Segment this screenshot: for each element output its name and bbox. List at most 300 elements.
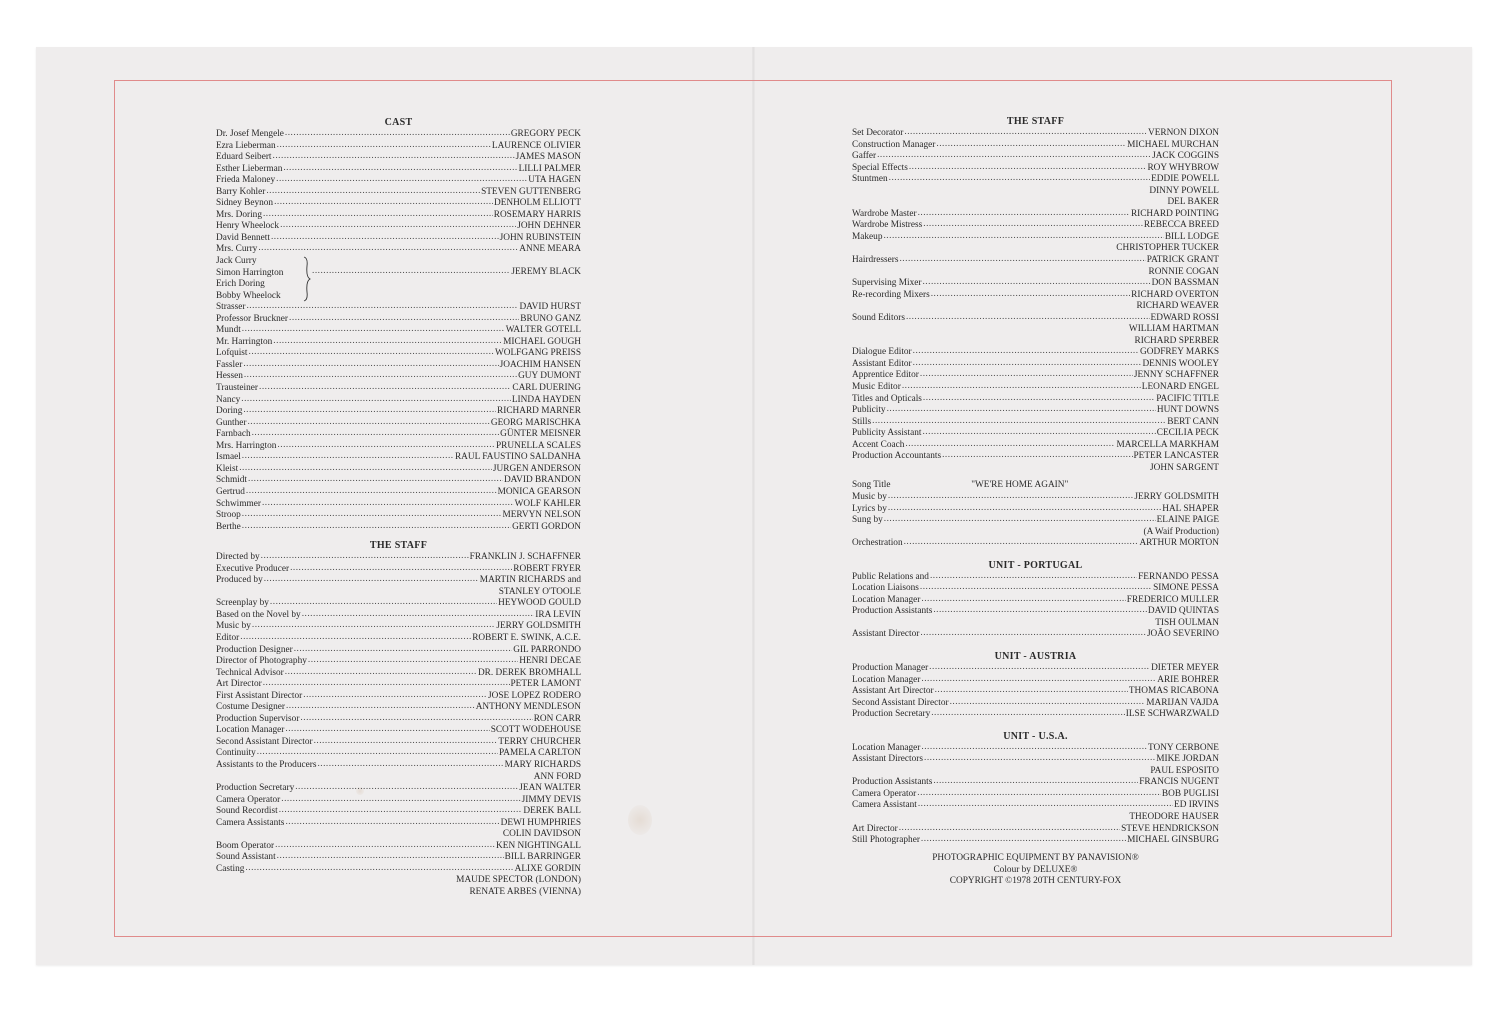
- credit-role: Production Accountants: [852, 451, 942, 462]
- credit-row: [216, 668, 581, 680]
- footer-line: COPYRIGHT ©1978 20TH CENTURY-FOX: [949, 876, 1122, 887]
- credit-role: Executive Producer: [216, 563, 290, 574]
- credit-name: DIETER MEYER: [1151, 662, 1219, 673]
- credit-row: [852, 428, 1219, 440]
- credit-name: MARIJAN VAJDA: [1146, 697, 1219, 708]
- leader-dots: [217, 772, 533, 784]
- credit-name: THEODORE HAUSER: [1129, 811, 1219, 822]
- staff-list: [216, 552, 581, 898]
- credit-role: Strasser: [216, 302, 246, 313]
- left-page: [216, 116, 581, 899]
- credit-name: RICHARD OVERTON: [1131, 289, 1219, 300]
- credit-row: [852, 370, 1219, 382]
- credit-row: [852, 174, 1219, 186]
- credit-name: HAL SHAPER: [1162, 503, 1219, 514]
- leader-dots: [887, 405, 1156, 417]
- credit-role: Henry Wheelock: [216, 221, 280, 232]
- credit-name: MONICA GEARSON: [497, 486, 581, 497]
- credit-role: Production Secretary: [216, 783, 295, 794]
- credit-name: RICHARD POINTING: [1130, 208, 1219, 219]
- credit-name: RICHARD MARNER: [497, 406, 581, 417]
- credit-name: GREGORY PECK: [510, 129, 581, 139]
- credit-row: [216, 314, 581, 326]
- leader-dots: [920, 629, 1146, 641]
- credit-row: [216, 348, 581, 360]
- credit-role: Assistant Editor: [852, 358, 912, 369]
- leader-dots: [252, 621, 496, 633]
- credit-role: Ismael: [216, 452, 241, 463]
- credit-role: Editor: [216, 632, 240, 643]
- credit-role: Esther Lieberman: [216, 163, 283, 174]
- credit-role: Publicity Assistant: [852, 428, 922, 439]
- credit-row: [852, 812, 1219, 824]
- credit-role: Screenplay by: [216, 598, 269, 609]
- credit-name: MICHAEL MURCHAN: [1127, 139, 1219, 150]
- leader-dots: [276, 175, 527, 187]
- credit-name: PATRICK GRANT: [1146, 255, 1219, 266]
- credit-role: Kleist: [216, 463, 239, 474]
- credit-role: Second Assistant Director: [852, 697, 949, 708]
- credit-row: [216, 864, 581, 876]
- credit-row: [216, 737, 581, 749]
- staff-heading-right: THE STAFF: [1006, 116, 1065, 127]
- credit-row: [852, 255, 1219, 267]
- credit-name: GEORG MARISCHKA: [490, 417, 581, 428]
- credit-name: WILLIAM HARTMAN: [1128, 324, 1219, 335]
- credit-row: [216, 441, 581, 453]
- credit-row: [852, 232, 1219, 244]
- credit-role: Assistant Art Director: [852, 686, 934, 697]
- credit-name: MARTIN RICHARDS and: [479, 575, 581, 586]
- credit-name: ILSE SCHWARZWALD: [1125, 709, 1219, 720]
- leader-dots: [252, 429, 500, 441]
- credit-role: Accent Coach: [852, 439, 905, 450]
- credit-name: THOMAS RICABONA: [1128, 686, 1219, 697]
- credit-role: First Assistant Director: [216, 690, 303, 701]
- credit-role: Dr. Josef Mengele: [216, 129, 284, 139]
- credit-role: Camera Assistants: [216, 817, 285, 828]
- credit-role: Construction Manager: [852, 139, 936, 150]
- credit-name: CARL DUERING: [512, 383, 581, 394]
- credit-row: [216, 164, 581, 176]
- credit-name: BILL BARRINGER: [504, 852, 581, 863]
- credit-row: [216, 522, 581, 534]
- leader-dots: [899, 255, 1145, 267]
- leader-dots: [936, 140, 1126, 152]
- credit-role: Sidney Beynon: [216, 198, 274, 209]
- credit-name: IRA LEVIN: [535, 609, 581, 620]
- credit-role: Sound Assistant: [216, 852, 276, 863]
- leader-dots: [913, 359, 1142, 371]
- credit-row: [216, 187, 581, 199]
- credit-row: [216, 841, 581, 853]
- credit-row: [852, 313, 1219, 325]
- credit-role: Mrs. Doring: [216, 209, 262, 220]
- credit-name: RENATE ARBES (VIENNA): [469, 887, 581, 897]
- credit-name: JIMMY DEVIS: [521, 794, 581, 805]
- credit-role: Production Designer: [216, 644, 293, 655]
- credit-row: [852, 572, 1219, 584]
- credit-name: ARIE BOHRER: [1157, 674, 1219, 685]
- song-row: [852, 480, 1219, 492]
- credit-row: [216, 760, 581, 772]
- cast-actor: JEREMY BLACK: [511, 267, 581, 278]
- credit-row: [216, 714, 581, 726]
- credit-name: ANN FORD: [533, 771, 581, 782]
- leader-dots: [285, 818, 499, 830]
- credit-role: Hairdressers: [852, 255, 899, 266]
- credit-row: [216, 418, 581, 430]
- credit-row: [216, 852, 581, 864]
- credit-role: Directed by: [216, 552, 260, 563]
- credit-row: [852, 606, 1219, 618]
- credit-row: [852, 140, 1219, 152]
- credit-name: DINNY POWELL: [1149, 185, 1219, 196]
- leader-dots: [904, 128, 1147, 140]
- austria-heading: UNIT - AUSTRIA: [994, 650, 1077, 662]
- credit-name: REBECCA BREED: [1143, 220, 1219, 231]
- leader-dots: [277, 141, 491, 153]
- leader-dots: [853, 463, 1149, 475]
- credit-role: Production Assistants: [852, 777, 933, 788]
- credit-name: BRUNO GANZ: [520, 313, 581, 324]
- credit-name: STANLEY O'TOOLE: [498, 586, 581, 597]
- credit-row: [216, 621, 581, 633]
- footer-line: Colour by DELUXE®: [993, 864, 1078, 875]
- leader-dots: [942, 451, 1132, 463]
- leader-dots: [853, 527, 1142, 539]
- leader-dots: [920, 583, 1152, 595]
- brace-row: [311, 267, 581, 279]
- credit-name: RAUL FAUSTINO SALDANHA: [454, 452, 581, 463]
- credit-role: Gertrud: [216, 486, 245, 497]
- credit-name: WOLFGANG PREISS: [494, 348, 581, 359]
- credit-role: Barry Kohler: [216, 186, 266, 197]
- credit-name: JOSE LOPEZ RODERO: [488, 690, 581, 701]
- credit-name: FRANCIS NUGENT: [1139, 777, 1219, 788]
- leader-dots: [899, 824, 1120, 836]
- credit-name: ED IRVINS: [1174, 800, 1219, 811]
- credit-name: PACIFIC TITLE: [1156, 393, 1219, 404]
- credit-row: [216, 221, 581, 233]
- credit-row: [852, 417, 1219, 429]
- credit-name: SCOTT WODEHOUSE: [490, 725, 581, 736]
- credit-name: GIL PARRONDO: [513, 644, 581, 655]
- leader-dots: [266, 187, 480, 199]
- credit-row: [216, 772, 581, 784]
- leader-dots: [917, 789, 1161, 801]
- credit-row: [216, 360, 581, 372]
- credit-name: TISH OULMAN: [1155, 617, 1219, 628]
- brace-group: [216, 256, 581, 302]
- cast-row: [216, 291, 581, 303]
- credit-role: Wardrobe Master: [852, 208, 917, 219]
- leader-dots: [290, 564, 512, 576]
- leader-dots: [920, 370, 1133, 382]
- credit-role: Dialogue Editor: [852, 347, 912, 358]
- credit-name: MARCELLA MARKHAM: [1116, 439, 1219, 450]
- credit-role: Art Director: [852, 823, 898, 834]
- credit-row: [852, 686, 1219, 698]
- leader-dots: [300, 714, 532, 726]
- credit-row: [216, 783, 581, 795]
- credit-row: [852, 800, 1219, 812]
- credit-row: [852, 151, 1219, 163]
- credit-role: Wardrobe Mistress: [852, 220, 923, 231]
- credit-role: Location Manager: [852, 674, 921, 685]
- leader-dots: [286, 702, 475, 714]
- credit-role: David Bennett: [216, 232, 270, 243]
- credit-name: JOHN SARGENT: [1150, 462, 1219, 473]
- leader-dots: [884, 515, 1156, 527]
- credit-role: Based on the Novel by: [216, 609, 301, 620]
- credit-name: FREDERICO MULLER: [1126, 594, 1219, 605]
- credit-name: PETER LAMONT: [510, 679, 581, 690]
- leader-dots: [883, 232, 1163, 244]
- credit-row: [852, 538, 1219, 550]
- credit-row: [852, 515, 1219, 527]
- leader-dots: [930, 572, 1137, 584]
- credit-row: [852, 128, 1219, 140]
- leader-dots: [906, 313, 1150, 325]
- credit-row: [216, 598, 581, 610]
- credit-row: [216, 691, 581, 703]
- leader-dots: [302, 610, 535, 622]
- credit-role: Re-recording Mixers: [852, 289, 930, 300]
- credit-row: [852, 243, 1219, 255]
- credit-row: [216, 818, 581, 830]
- credit-name: EDDIE POWELL: [1151, 174, 1219, 185]
- leader-dots: [317, 760, 503, 772]
- credit-role: Trausteiner: [216, 383, 259, 394]
- credit-role: Stroop: [216, 510, 241, 521]
- credit-name: UTA HAGEN: [528, 175, 581, 186]
- credit-role: Casting: [216, 863, 245, 874]
- credit-name: DENHOLM ELLIOTT: [493, 198, 581, 209]
- leader-dots: [877, 151, 1151, 163]
- leader-dots: [312, 267, 510, 279]
- credit-row: [216, 198, 581, 210]
- credit-name: CHRISTOPHER TUCKER: [1116, 243, 1219, 254]
- cast-role: Bobby Wheelock: [216, 290, 281, 301]
- credit-row: [852, 777, 1219, 789]
- credit-name: DAVID BRANDON: [503, 475, 581, 486]
- credit-name: LILLI PALMER: [518, 163, 581, 174]
- credit-role: Fassler: [216, 359, 243, 370]
- credit-name: WALTER GOTELL: [505, 325, 581, 336]
- credit-row: [216, 152, 581, 164]
- credit-name: KEN NIGHTINGALL: [496, 840, 581, 851]
- credit-name: COLIN DAVIDSON: [502, 829, 581, 840]
- credit-row: [216, 679, 581, 691]
- usa-heading: UNIT - U.S.A.: [1003, 730, 1068, 742]
- leader-dots: [935, 686, 1128, 698]
- credit-name: LINDA HAYDEN: [511, 394, 581, 405]
- credit-name: (A Waif Production): [1143, 526, 1219, 537]
- credit-role: Second Assistant Director: [216, 736, 313, 747]
- credit-row: [852, 743, 1219, 755]
- credit-name: ROSEMARY HARRIS: [493, 209, 581, 220]
- credit-name: BERT CANN: [1167, 416, 1219, 427]
- leader-dots: [923, 394, 1155, 406]
- leader-dots: [270, 598, 497, 610]
- song-title: "WE'RE HOME AGAIN": [971, 480, 1069, 491]
- credit-name: JURGEN ANDERSON: [492, 463, 581, 474]
- credit-role: Titles and Opticals: [852, 393, 922, 404]
- credit-row: [852, 709, 1219, 721]
- credit-role: Publicity: [852, 405, 886, 416]
- credit-name: ARTHUR MORTON: [1139, 538, 1219, 549]
- credit-row: [216, 141, 581, 153]
- staff-list-right: [852, 128, 1219, 474]
- credit-name: DENNIS WOOLEY: [1142, 358, 1219, 369]
- credit-row: [216, 210, 581, 222]
- credit-row: [852, 301, 1219, 313]
- leader-dots: [913, 347, 1139, 359]
- credit-row: [852, 290, 1219, 302]
- leader-dots: [243, 360, 498, 372]
- credit-name: RICHARD WEAVER: [1136, 301, 1219, 312]
- credit-role: Doring: [216, 406, 243, 417]
- leader-dots: [217, 875, 455, 887]
- credit-role: Professor Bruckner: [216, 313, 289, 324]
- leader-dots: [853, 267, 1148, 279]
- leader-dots: [933, 777, 1138, 789]
- credit-row: [852, 440, 1219, 452]
- credit-row: [216, 564, 581, 576]
- credit-role: Frieda Maloney: [216, 175, 276, 186]
- leader-dots: [263, 679, 510, 691]
- credit-role: Art Director: [216, 679, 262, 690]
- credit-row: [216, 887, 581, 899]
- credit-role: Production Secretary: [852, 709, 931, 720]
- credit-name: JERRY GOLDSMITH: [1134, 491, 1219, 502]
- credit-role: Eduard Seibert: [216, 152, 272, 163]
- credit-name: JOACHIM HANSEN: [499, 359, 581, 370]
- credit-role: Assistants to the Producers: [216, 759, 317, 770]
- leader-dots: [280, 221, 516, 233]
- credit-role: Ezra Lieberman: [216, 140, 276, 151]
- leader-dots: [239, 464, 492, 476]
- song-label: Song Title: [852, 480, 891, 491]
- leader-dots: [853, 243, 1115, 255]
- leader-dots: [303, 691, 487, 703]
- paper-stain: [628, 805, 652, 835]
- credit-role: Production Supervisor: [216, 713, 300, 724]
- credit-row: [216, 244, 581, 256]
- leader-dots: [905, 440, 1115, 452]
- credit-row: [852, 675, 1219, 687]
- leader-dots: [245, 864, 513, 876]
- credit-role: Lyrics by: [852, 503, 887, 514]
- credit-row: [852, 209, 1219, 221]
- leader-dots: [295, 783, 518, 795]
- credit-row: [216, 452, 581, 464]
- leader-dots: [888, 492, 1134, 504]
- credit-name: ANTHONY MENDLESON: [475, 702, 581, 713]
- credit-row: [852, 463, 1219, 475]
- credit-name: RON CARR: [533, 713, 581, 724]
- credit-name: ROBERT FRYER: [513, 563, 581, 574]
- credit-row: [852, 492, 1219, 504]
- leader-dots: [853, 336, 1134, 348]
- credit-name: GERTI GORDON: [512, 521, 581, 532]
- credit-role: Makeup: [852, 231, 883, 242]
- cast-row: [216, 279, 581, 291]
- leader-dots: [248, 475, 503, 487]
- credit-row: [852, 267, 1219, 279]
- credit-name: STEVEN GUTTENBERG: [481, 186, 581, 197]
- cast-list-2: [216, 302, 581, 533]
- credit-name: GUY DUMONT: [518, 371, 581, 382]
- credit-row: [852, 359, 1219, 371]
- cast-heading: CAST: [384, 117, 413, 128]
- credit-name: TONY CERBONE: [1147, 742, 1219, 753]
- leader-dots: [249, 348, 494, 360]
- leader-dots: [285, 725, 489, 737]
- leader-dots: [242, 522, 511, 534]
- credit-name: DAVID QUINTAS: [1147, 606, 1219, 617]
- music-list: [852, 492, 1219, 550]
- credit-row: [216, 656, 581, 668]
- credit-row: [852, 197, 1219, 209]
- credit-row: [852, 336, 1219, 348]
- credit-role: Music by: [216, 621, 251, 632]
- credit-role: Camera Operator: [216, 794, 281, 805]
- credit-role: Location Manager: [852, 594, 921, 605]
- cast-role: Erich Doring: [216, 279, 265, 290]
- credit-row: [216, 175, 581, 187]
- leader-dots: [259, 383, 511, 395]
- leader-dots: [275, 841, 495, 853]
- credit-role: Camera Assistant: [852, 800, 917, 811]
- credit-name: STEVE HENDRICKSON: [1121, 823, 1219, 834]
- credit-row: [852, 663, 1219, 675]
- credit-name: JOHN DEHNER: [517, 221, 581, 232]
- leader-dots: [271, 233, 499, 245]
- credit-role: Assistant Directors: [852, 754, 924, 765]
- credit-role: Music by: [852, 491, 887, 502]
- cast-list: [216, 129, 581, 256]
- credit-name: SIMONE PESSA: [1153, 583, 1219, 594]
- credit-row: [852, 504, 1219, 516]
- credit-name: ANNE MEARA: [519, 244, 581, 255]
- credit-role: Produced by: [216, 575, 263, 586]
- credit-row: [216, 806, 581, 818]
- usa-list: [852, 743, 1219, 847]
- credit-row: [852, 789, 1219, 801]
- credit-role: Farnbach: [216, 429, 251, 440]
- credit-row: [852, 324, 1219, 336]
- credit-name: JAMES MASON: [515, 152, 581, 163]
- leader-dots: [921, 595, 1125, 607]
- leader-dots: [261, 552, 469, 564]
- credit-row: [852, 186, 1219, 198]
- credit-row: [216, 129, 581, 141]
- leader-dots: [289, 314, 519, 326]
- credit-role: Orchestration: [852, 538, 903, 549]
- credit-row: [852, 451, 1219, 463]
- credit-name: JACK COGGINS: [1152, 151, 1219, 162]
- credit-name: GÜNTER MEISNER: [500, 429, 581, 440]
- credit-row: [216, 829, 581, 841]
- leader-dots: [246, 302, 518, 314]
- credit-role: Lofquist: [216, 348, 248, 359]
- credit-name: ROY WHYBROW: [1147, 162, 1219, 173]
- credit-role: Set Decorator: [852, 128, 904, 138]
- leader-dots: [242, 510, 502, 522]
- leader-dots: [921, 743, 1147, 755]
